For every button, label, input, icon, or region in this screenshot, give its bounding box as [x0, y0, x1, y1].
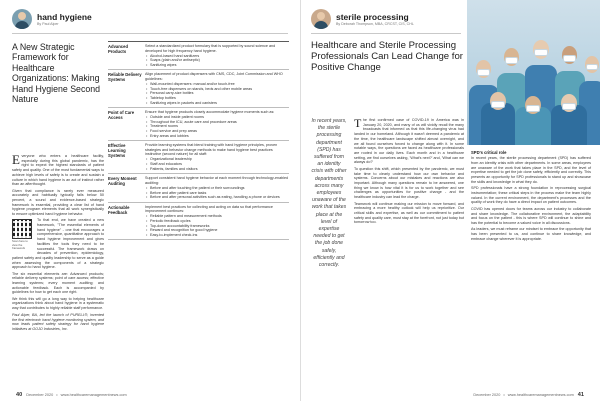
qr-caption: Scan here to view the framework [12, 239, 28, 251]
article-column-2 [471, 150, 591, 243]
right-footer: December 2020 • www.healthcaremanagementnews.com 41 [473, 392, 584, 398]
left-section-header [12, 9, 92, 29]
footer-date: December 2020 [473, 393, 501, 397]
qr-code-block[interactable] [12, 219, 34, 250]
body-paragraph: As leaders, we must reframe our mindset to embrace the opportunity that has been presented to us, and continue to share knowledge, and embrace change wherever it is appropriate. [471, 227, 591, 241]
row-content: Support consistent hand hygiene behavior at each moment through technology-enabled auditing: • Before and after touching the patient or their surroundings • Before and after patient care tasks • Before and after personal activities such as eating, handling a phone or devices [145, 176, 289, 199]
section-title: sterile processing [336, 11, 409, 22]
list-item: • Reward and recognition for good hygiene [145, 228, 289, 233]
list-item: • Top-down accountability frameworks [145, 224, 289, 229]
framework-table [108, 41, 289, 240]
footer-site[interactable]: www.healthcaremanagementnews.com [507, 393, 574, 397]
byline: By Deborah Thompson, MBA, CRCST, CIS, CHL [336, 21, 414, 26]
body-paragraph: To that end, we have created a new framework, "The essential elements of hand hygiene" - one that encourages a comprehensive, quantitative approach to hand hygiene improvement and gives facilities the tools they need to be successful. The framework draws on decades of prevention, epidemiology, patient safety and quality leadership to serve as a guide when assessing the components of a strategic approach to hand hygiene. [12, 218, 104, 270]
footer-site[interactable]: www.healthcaremanagementnews.com [60, 393, 127, 397]
table-row [108, 141, 289, 174]
page-number: 40 [16, 392, 23, 398]
list-item: • Soaps (plain and/or antiseptic) [145, 58, 289, 63]
pull-quote: In recent years, the sterile processing department (SPD) has suffered from an identity crisis with other departments across many employees unaware of the work that takes place at the level of expertise needed to get the job done safely, efficiently and correctly. [311, 118, 347, 269]
article-body [12, 154, 104, 333]
list-item: • Tabletop bottles [145, 96, 289, 101]
list-item: • Before and after touching the patient or their surroundings [145, 186, 289, 191]
drop-cap: T [354, 116, 362, 130]
body-paragraph: Everyone who enters a healthcare facility, especially during this global pandemic, has the right to expect the highest standards of patient safety and quality. One of the most fundamental ways to achieve high levels of safety is to create and sustain a culture in which hand hygiene is an act of instinct rather than an afterthought. [12, 152, 104, 187]
section-title: hand hygiene [37, 11, 92, 22]
row-heading: Advanced Products [108, 44, 129, 54]
list-item: • Reliable pattern and measurement methods [145, 214, 289, 219]
list-item: • Alcohol-based hand sanitizers [145, 54, 289, 59]
healthcare-workers-photo [467, 0, 600, 145]
list-item: • Touch-free dispensers on stands, beds and other mobile areas [145, 87, 289, 92]
left-footer: 40 December 2020 • www.healthcaremanagementnews.com [16, 392, 127, 398]
row-content: Ensure that hygiene products closely accommodate hygiene moments such as: • Outside and inside patient rooms • Throughout the ICU, acute care and procedure areas • Treatment rooms • Food service and prep areas • Entry areas and lobbies [145, 110, 289, 138]
list-item: • Wall-mounted dispensers: manual and/or touch-free [145, 82, 289, 87]
body-paragraph: COVID has opened doors for teams across our industry to collaborate and share knowledge. The collaborative environment, the adaptability and focus on the patient - this is where SPD will continue to shine and has the potential to become a valued voice in all discussions. [471, 206, 591, 225]
drop-cap: E [12, 152, 20, 167]
list-item: • Outside and inside patient rooms [145, 115, 289, 120]
row-heading: Actionable Feedback [108, 204, 130, 215]
header-rule [311, 33, 461, 34]
table-row [108, 174, 289, 202]
body-paragraph: Teamwork will continue making our mission to move forward, and embracing a more healthy outlook will help us reprioritize. Our critical skills and expertise, as well as our commitment to patient safety and quality care, must stay at the forefront, not just today but tomorrow too. [354, 201, 464, 225]
list-item: • Organizational leadership [145, 157, 289, 162]
list-item: • Sanitizing wipes in packets and canisters [145, 101, 289, 106]
row-heading: Every Moment Auditing [108, 176, 137, 187]
list-item: • Easy-to-implement check-ins [145, 233, 289, 238]
list-item: • Entry areas and lobbies [145, 134, 289, 139]
row-content: Implement best practices for collecting and acting on data so that performance improvement continues: • Reliable pattern and measurement methods • Periodic feedback cycles • Top-down accountability frameworks • Reward and recognition for good hygiene • Easy-to-implement check-ins [145, 205, 289, 238]
page-number: 41 [577, 392, 584, 398]
right-page [300, 0, 600, 401]
body-paragraph: Given that compliance is rarely ever measured accurately and habitually typically falls below 50 percent, a sound and evidence-based strategic framework is essential, providing a clear list of hand hygiene program elements that all work synergistically to ensure optimized hand hygiene behavior. [12, 188, 104, 217]
list-item: • Before and after personal activities such as eating, handling a phone or devices [145, 195, 289, 200]
row-content: Align placement of product dispensers with CMS, CDC, Joint Commission and WHO guidelines: • Wall-mounted dispensers: manual and/or touch-free • Touch-free dispensers on stands, beds and other mobile areas • Personal carry-size bottles • Tabletop bottles • Sanitizing wipes in packets and canisters [145, 72, 289, 105]
list-item: • Personal carry-size bottles [145, 91, 289, 96]
row-heading: Effective Learning Systems [108, 143, 126, 159]
row-content: Provide learning systems that blend training with hand hygiene principles, proven strategies and behavior change methods to make hand hygiene best practices instinctive (second nature) for all staff: • Organizational leadership • Staff and educators • Patients, families and visitors [145, 143, 289, 171]
author-bio: Paul Alper, BA, led the launch of PURELL®, invented the first electronic hand hygiene monitoring system, and now leads patient safety strategy for hand hygiene initiatives at GOJO Industries, Inc. [12, 312, 104, 331]
row-heading: Reliable Delivery Systems [108, 72, 142, 83]
list-item: • Throughout the ICU, acute care and procedure areas [145, 120, 289, 125]
list-item: • Food service and prep areas [145, 129, 289, 134]
author-avatar [311, 9, 331, 29]
list-item: • Patients, families and visitors [145, 167, 289, 172]
right-section-header [311, 9, 414, 29]
body-paragraph: SPD professionals have a strong foundation in reprocessing surgical instrumentation; these critical steps in the process make the team highly valued. In the current environment, the department's processes and the quality of work they do have a direct impact on patient outcomes. [471, 186, 591, 205]
header-rule [12, 33, 288, 34]
list-item: • Treatment rooms [145, 124, 289, 129]
list-item: • Staff and educators [145, 162, 289, 167]
footer-date: December 2020 [26, 393, 54, 397]
list-item: • Before and after patient care tasks [145, 191, 289, 196]
body-paragraph: In recent years, the sterile processing department (SPD) has suffered from an identity crisis with other departments. In some areas, employees are unaware of the work that takes place in the SPD, and the level of expertise needed to get the job done safely, efficiently and correctly. This presents an opportunity for SPD professionals to stand up and showcase the skills and knowledge in what they do. [471, 156, 591, 184]
subheading: SPD's critical role [471, 150, 507, 155]
table-row [108, 203, 289, 241]
qr-code-icon[interactable] [12, 219, 32, 239]
list-item: • Periodic feedback cycles [145, 219, 289, 224]
article-title: Healthcare and Sterile Processing Professionals Can Lead Change for Positive Change [311, 40, 463, 74]
body-paragraph: The six essential elements are: Advanced products; reliable delivery systems; point of care access; effective learning systems; every moment auditing; and actionable feedback. Each is accompanied by guidelines for how to get each one right. [12, 271, 104, 295]
row-content: Select a standardized product formulary that is supported by sound science and developed for high frequency hand hygiene. • Alcohol-based hand sanitizers • Soaps (plain and/or antiseptic) • Sanitizing wipes [145, 44, 289, 67]
article-title: A New Strategic Framework for Healthcare Organizations: Making Hand Hygiene Second Nature [12, 42, 101, 105]
body-paragraph: We think this will go a long way to helping healthcare organizations think about hand hygiene in a systematic way that contributes to highly reliable staff performance. [12, 296, 104, 311]
byline: By Paul Alper [37, 21, 59, 26]
list-item: • Sanitizing wipes [145, 63, 289, 68]
author-avatar [12, 9, 32, 29]
table-row [108, 70, 289, 108]
body-paragraph: The first confirmed case of COVID-19 in America was in January 20, 2020, and many of us will vividly recall the many broadcasts that informed us that this life-changing virus had landed in our homeland. Although it wasn't deemed a pandemic at the time, the healthcare landscape shifted almost overnight, and we all found ourselves forced to change along with it. In some notable ways, the questions we faced as healthcare professionals are rooted in our daily lives. Each month and in a healthcare setting, we find ourselves asking, 'What's next?' and, 'What can we always do?' [354, 116, 464, 165]
body-paragraph: To question this shift, which presented by the pandemic, we must take time to clearly understand how our own behavior and systems. Concerns about our mistakes and reactions are also important. Although many questions remain to be answered, one thing we know is how vital it is for us to work together and see challenges as opportunities for positive change - and the healthcare industry can lead the charge. [354, 166, 464, 200]
row-heading: Point of Care Access [108, 110, 135, 121]
table-row [108, 42, 289, 70]
article-column-1 [354, 118, 464, 227]
table-row [108, 108, 289, 141]
